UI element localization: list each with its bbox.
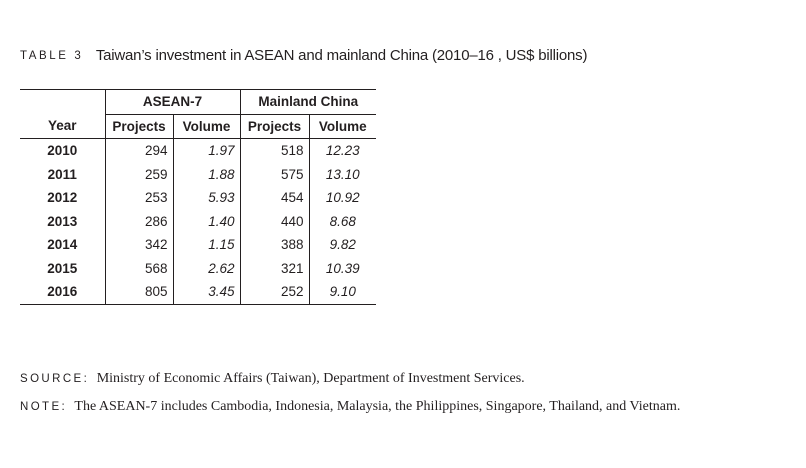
- asean-projects-cell: 294: [105, 139, 173, 163]
- year-cell: 2011: [20, 163, 105, 187]
- investment-table: [20, 89, 376, 305]
- group-header-asean: ASEAN-7: [105, 90, 240, 115]
- year-cell: 2010: [20, 139, 105, 163]
- china-projects-cell: 575: [240, 163, 309, 187]
- table-row: [20, 257, 376, 281]
- year-cell: 2015: [20, 257, 105, 281]
- year-cell: 2016: [20, 280, 105, 304]
- group-header-blank: [20, 90, 105, 115]
- asean-projects-cell: 805: [105, 280, 173, 304]
- column-header-row: [20, 114, 376, 139]
- column-header-asean-projects: Projects: [105, 114, 173, 139]
- asean-projects-cell: 342: [105, 233, 173, 257]
- table-row: [20, 186, 376, 210]
- china-volume-cell: 10.92: [325, 190, 360, 205]
- asean-projects-cell: 286: [105, 210, 173, 234]
- china-projects-cell: 252: [240, 280, 309, 304]
- column-header-china-projects: Projects: [240, 114, 309, 139]
- china-volume-cell: 13.10: [325, 166, 360, 182]
- table-row: [20, 163, 376, 187]
- asean-projects-cell: 253: [105, 186, 173, 210]
- column-header-asean-volume: Volume: [173, 114, 240, 139]
- china-volume-cell: 9.82: [329, 237, 356, 252]
- table-title: Taiwan’s investment in ASEAN and mainland China (2010–16 , US$ billions): [95, 47, 588, 64]
- table-caption: [20, 47, 587, 65]
- asean-projects-cell: 568: [105, 257, 173, 281]
- column-header-year: Year: [20, 114, 105, 139]
- asean-volume-cell: 1.88: [173, 163, 240, 187]
- group-header-china: Mainland China: [240, 90, 376, 115]
- asean-volume-cell: 5.93: [173, 186, 240, 210]
- year-cell: 2014: [20, 233, 105, 257]
- china-volume-cell: 9.10: [309, 280, 376, 304]
- asean-volume-cell: 1.40: [173, 210, 240, 234]
- asean-volume-cell: 1.97: [173, 139, 240, 163]
- table-note: [20, 399, 680, 415]
- asean-volume-cell: 1.15: [173, 233, 240, 257]
- china-projects-cell: 388: [240, 233, 309, 257]
- asean-volume-cell: 3.45: [173, 280, 240, 304]
- column-header-china-volume: Volume: [309, 114, 376, 139]
- group-header-row: [20, 90, 376, 115]
- china-projects-cell: 518: [240, 139, 309, 163]
- china-projects-cell: 440: [240, 210, 309, 234]
- table-row: [20, 139, 376, 163]
- note-text: The ASEAN-7 includes Cambodia, Indonesia, Malaysia, the Philippines, Singapore, Thailand, and Vietnam.: [74, 399, 681, 414]
- note-label: NOTE:: [20, 401, 68, 413]
- asean-projects-cell: 259: [105, 163, 173, 187]
- source-label: SOURCE:: [20, 373, 90, 385]
- asean-volume-cell: 2.62: [173, 257, 240, 281]
- china-volume-cell: 12.23: [325, 143, 360, 158]
- china-projects-cell: 454: [240, 186, 309, 210]
- china-volume-cell: 8.68: [329, 213, 356, 229]
- source-note: [20, 371, 525, 387]
- table-row: [20, 233, 376, 257]
- source-text: Ministry of Economic Affairs (Taiwan), Department of Investment Services.: [96, 371, 525, 386]
- table-row: [20, 280, 376, 304]
- china-volume-cell: 10.39: [325, 260, 360, 276]
- china-projects-cell: 321: [240, 257, 309, 281]
- table-row: [20, 210, 376, 234]
- year-cell: 2013: [20, 210, 105, 234]
- year-cell: 2012: [20, 186, 105, 210]
- table-number: TABLE 3: [20, 50, 84, 62]
